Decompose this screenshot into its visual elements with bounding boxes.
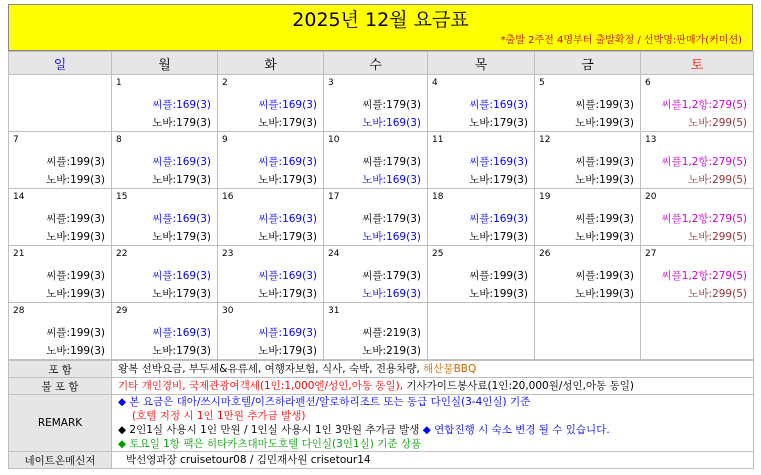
day-number: 6 [645,78,651,88]
day-number: 18 [432,192,444,202]
price-line-1: 씨플:169(3) [152,99,211,111]
empty-day-cell [641,303,754,360]
price-line-1: 씨플:179(3) [362,213,421,225]
page-subtitle: *출발 2주전 4명부터 출발확정 / 선박명:판매가(커미션) [8,32,753,51]
remark-line-4: ◆ 토요일 1항 팩은 히타카츠대마도호텔 다인실(3인1실) 기준 상품 [118,438,422,450]
day-cell [641,246,754,303]
price-line-2: 노바:169(3) [362,174,421,186]
price-line-1: 씨플:169(3) [258,99,317,111]
price-line-1: 씨플:169(3) [469,156,528,168]
price-line-2: 노바:299(5) [688,174,747,186]
day-cell [112,189,218,246]
day-cell [112,246,218,303]
price-line-2: 노바:199(3) [469,288,528,300]
price-line-2: 노바:179(3) [258,174,317,186]
weekday-wed: 수 [324,52,428,75]
price-line-2: 노바:179(3) [152,345,211,357]
include-label: 포 함 [9,361,112,378]
day-cell [9,246,112,303]
exclude-extra: 기사가이드봉사료(1인:20,000원/성인,아동 동일) [406,380,635,392]
day-number: 27 [645,249,657,259]
contact-content: 박선영과장 cruisetour08 / 김민재사원 crisetour14 [112,452,754,469]
remark-label: REMARK [9,395,112,452]
day-number: 8 [116,135,122,145]
day-number: 2 [222,78,228,88]
day-cell [428,132,535,189]
price-line-2: 노바:219(3) [362,345,421,357]
price-line-1: 씨플:169(3) [469,99,528,111]
calendar-week [9,303,754,360]
include-extra: 해산물BBQ [423,363,477,375]
price-line-2: 노바:169(3) [362,117,421,129]
price-table [8,4,753,469]
day-cell [9,303,112,360]
price-line-1: 씨플:199(3) [575,270,634,282]
price-line-2: 노바:169(3) [362,231,421,243]
day-cell [9,132,112,189]
exclude-label: 불 포 함 [9,378,112,395]
day-number: 28 [13,306,25,316]
day-number: 16 [222,192,234,202]
price-line-2: 노바:179(3) [469,231,528,243]
price-line-1: 씨플:199(3) [469,270,528,282]
day-cell [641,132,754,189]
price-line-1: 씨플:169(3) [258,156,317,168]
day-number: 21 [13,249,25,259]
day-cell [535,132,641,189]
day-number: 9 [222,135,228,145]
price-line-2: 노바:299(5) [688,231,747,243]
day-number: 25 [432,249,444,259]
remark-line-2: (호텔 지정 시 1인 1만원 추가금 발생) [132,410,306,422]
weekday-sat: 토 [641,52,754,75]
weekday-fri: 금 [535,52,641,75]
price-line-1: 씨플1,2항:279(5) [661,99,747,111]
price-line-1: 씨플1,2항:279(5) [661,270,747,282]
day-number: 5 [539,78,545,88]
page-title: 2025년 12월 요금표 [8,4,753,32]
day-number: 22 [116,249,128,259]
day-cell [428,246,535,303]
day-number: 30 [222,306,234,316]
day-number: 29 [116,306,128,316]
price-line-2: 노바:199(3) [575,174,634,186]
include-text: 왕복 선박요금, 부두세&유류세, 여행자보험, 식사, 숙박, 전용차량, [118,363,424,375]
day-number: 1 [116,78,122,88]
weekday-tue: 화 [218,52,324,75]
remark-content [112,395,754,452]
day-cell [324,246,428,303]
price-line-1: 씨플1,2항:279(5) [661,156,747,168]
weekday-mon: 월 [112,52,218,75]
price-line-1: 씨플:169(3) [152,156,211,168]
day-number: 12 [539,135,551,145]
day-cell [324,75,428,132]
price-line-2: 노바:179(3) [258,345,317,357]
weekday-sun: 일 [9,52,112,75]
day-cell [112,132,218,189]
price-line-2: 노바:179(3) [258,117,317,129]
price-line-2: 노바:169(3) [362,288,421,300]
day-number: 23 [222,249,234,259]
day-number: 20 [645,192,657,202]
day-cell [218,246,324,303]
remark-line-3 [118,423,753,437]
price-line-2: 노바:199(3) [575,117,634,129]
price-line-1: 씨플:219(3) [362,327,421,339]
price-line-1: 씨플:199(3) [575,156,634,168]
price-line-1: 씨플:169(3) [152,270,211,282]
calendar-week [9,132,754,189]
empty-day-cell [9,75,112,132]
price-line-2: 노바:179(3) [152,174,211,186]
day-number: 7 [13,135,19,145]
day-number: 19 [539,192,551,202]
price-line-2: 노바:179(3) [152,288,211,300]
price-line-1: 씨플:169(3) [258,270,317,282]
contact-label: 네이트온메신저 [9,452,112,469]
empty-day-cell [428,303,535,360]
calendar-week [9,246,754,303]
info-table [8,360,754,469]
price-line-2: 노바:179(3) [469,117,528,129]
price-line-2: 노바:179(3) [152,231,211,243]
price-line-2: 노바:299(5) [688,288,747,300]
price-line-2: 노바:199(3) [575,288,634,300]
price-line-1: 씨플:199(3) [46,270,105,282]
day-cell [535,189,641,246]
day-cell [641,189,754,246]
calendar-week [9,75,754,132]
price-line-1: 씨플:199(3) [46,327,105,339]
remark-line-3a: ◆ 2인1실 사용시 1인 만원 / 1인실 사용시 1인 3만원 추가금 발생 [118,424,423,436]
day-cell [218,303,324,360]
price-line-2: 노바:199(3) [46,288,105,300]
price-line-1: 씨플:169(3) [258,213,317,225]
price-line-1: 씨플:199(3) [46,156,105,168]
remark-line-3b: ◆ 연합진행 시 숙소 변경 될 수 있습니다. [422,424,610,436]
price-line-2: 노바:179(3) [258,231,317,243]
price-line-2: 노바:199(3) [46,231,105,243]
day-cell [324,189,428,246]
day-number: 4 [432,78,438,88]
day-cell [428,189,535,246]
empty-day-cell [535,303,641,360]
price-line-1: 씨플:169(3) [152,213,211,225]
day-number: 11 [432,135,444,145]
day-cell [641,75,754,132]
exclude-content [112,378,754,395]
price-line-1: 씨플:179(3) [362,99,421,111]
calendar-table [8,51,754,360]
day-number: 10 [328,135,340,145]
day-number: 3 [328,78,334,88]
day-number: 31 [328,306,340,316]
day-number: 24 [328,249,340,259]
price-line-1: 씨플:179(3) [362,156,421,168]
include-content [112,361,754,378]
price-line-2: 노바:199(3) [575,231,634,243]
day-number: 14 [13,192,25,202]
price-line-1: 씨플:199(3) [575,99,634,111]
day-cell [218,132,324,189]
price-line-2: 노바:179(3) [258,288,317,300]
weekday-header [9,52,754,75]
price-line-1: 씨플:199(3) [46,213,105,225]
price-line-2: 노바:299(5) [688,117,747,129]
day-number: 13 [645,135,657,145]
exclude-text: 기타 개인경비, 국제관광여객세(1인:1,000엔/성인,아동 동일), [118,380,407,392]
day-cell [9,189,112,246]
day-cell [218,189,324,246]
day-cell [324,132,428,189]
price-line-1: 씨플1,2항:279(5) [661,213,747,225]
day-cell [324,303,428,360]
price-line-2: 노바:179(3) [152,117,211,129]
price-line-1: 씨플:169(3) [152,327,211,339]
price-line-1: 씨플:179(3) [362,270,421,282]
day-cell [535,75,641,132]
price-line-2: 노바:199(3) [46,174,105,186]
price-line-1: 씨플:169(3) [258,327,317,339]
day-number: 26 [539,249,551,259]
day-cell [535,246,641,303]
price-line-1: 씨플:169(3) [469,213,528,225]
price-line-2: 노바:199(3) [46,345,105,357]
day-cell [112,303,218,360]
day-cell [112,75,218,132]
day-number: 17 [328,192,340,202]
day-cell [428,75,535,132]
weekday-thu: 목 [428,52,535,75]
price-line-1: 씨플:199(3) [575,213,634,225]
remark-line-1: ◆ 본 요금은 대아/쓰시마호텔/이즈하라펜션/알로하리조트 또는 동급 다인실(3-4인실) 기준 [118,396,531,408]
price-line-2: 노바:179(3) [469,174,528,186]
day-number: 15 [116,192,128,202]
calendar-week [9,189,754,246]
day-cell [218,75,324,132]
